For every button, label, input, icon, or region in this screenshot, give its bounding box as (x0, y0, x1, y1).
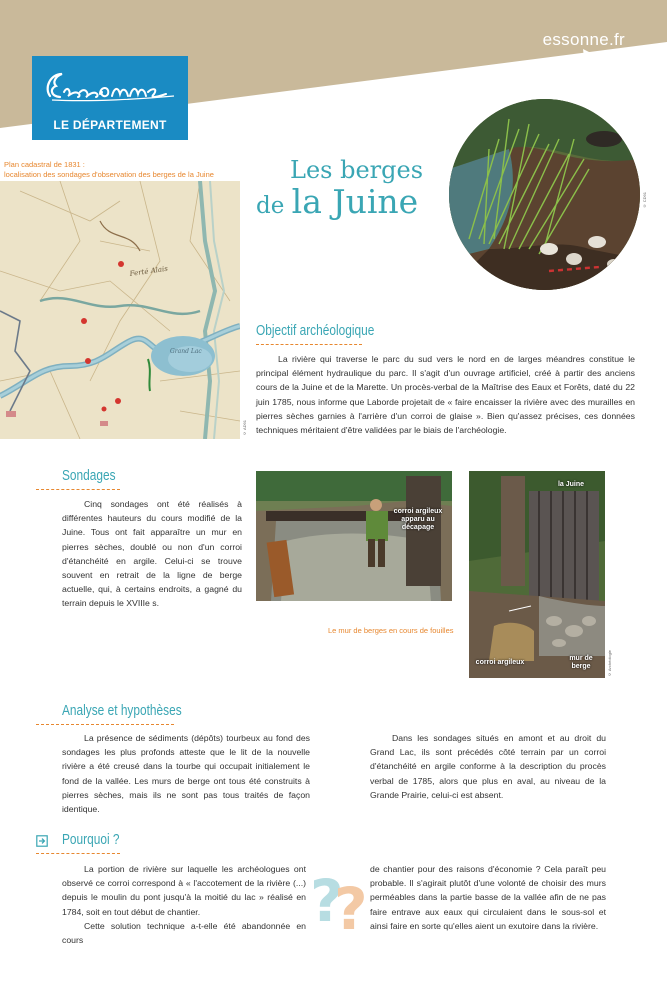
pourquoi-col2: de chantier pour des raisons d'économie ? Cela paraît peu probable. Il s'agirait plutôt d'une volonté de choisir des murs perméables dans la partie basse de la vallée afin de ne pas faire entrave aux eaux qui circulaient dans le sous-sol et ainsi faire en sorte qu'elles aient un exutoire dans la rivière. (370, 864, 606, 931)
heading-underline (256, 344, 362, 345)
heading-analyse: Analyse et hypothèses (62, 703, 182, 719)
photo1-label: corroi argileux apparu au décapage (393, 508, 443, 531)
logo-subtitle: LE DÉPARTEMENT (53, 118, 167, 132)
photo2-label-juine: la Juine (557, 481, 585, 488)
excavation-photo-2 (469, 471, 605, 678)
arrow-box-icon (36, 835, 48, 847)
page-title-line1: Les berges (290, 156, 424, 184)
photo2-label-mur: mur de berge (569, 655, 593, 670)
analyse-col2: Dans les sondages situés en amont et au droit du Grand Lac, ils sont précédés côté terrain par un corroi d'étanchéité en argile conforme à la description du procès verbal de 1785, alors que plus en aval, au niveau de la Grande Prairie, celui-ci est absent. (370, 733, 606, 800)
heading-underline (36, 489, 120, 490)
question-marks-icon (310, 855, 372, 933)
heading-pourquoi: Pourquoi ? (62, 832, 120, 848)
photos-caption: Le mur de berges en cours de fouilles (328, 626, 454, 635)
photo-circle-credit: © CD91 (642, 192, 647, 209)
analyse-col1: La présence de sédiments (dépôts) tourbeux au fond des sondages les plus profonds atteste que le lit de la nouvelle rivière a été creusé dans la tourbe qui occupait initialement le fond de la vallée. Les murs de berge ont tous été construits à pierres sèches, mais ils ne sont pas tous traités de façon identique. (62, 733, 310, 815)
svg-text:?: ? (334, 875, 368, 933)
essonne-script-logo (42, 66, 182, 106)
svg-text:?: ? (310, 867, 344, 933)
page-title-line2: de la Juine (256, 182, 419, 221)
heading-objectif: Objectif archéologique (256, 323, 375, 339)
pourquoi-col1: La portion de rivière sur laquelle les archéologues ont observé ce corroi correspond à « l'accotement de la rivière (...) depuis le moulin du pont jusqu'à la moitié du lac » réalisé en 1784, soit en tout début de chantier. Cette solution technique a-t-elle été abandonnée en cours (62, 864, 306, 946)
heading-underline (36, 724, 174, 725)
photo2-credit: © Archéologie (607, 650, 612, 678)
excavation-photo-1 (256, 471, 452, 601)
map-label-town: Ferté Alais (129, 264, 169, 278)
sondages-text: Cinq sondages ont été réalisés à différentes hauteurs du cours modifié de la Juine. Tous ont fait apparaître un mur en pierres sèches, doublé ou non d'un corroi d'étanchéité en argile. Celui-ci se trouve souvent en retrait de la ligne de berge actuelle, qui, à certains endroits, a gagné du terrain depuis le XVIIIe s. (62, 499, 242, 609)
cursor-arrow-icon (582, 48, 594, 60)
riverbank-photo (449, 99, 640, 290)
objectif-text: La rivière qui traverse le parc du sud vers le nord en de larges méandres constitue le principal élément hydraulique du parc. Il s'agit d'un ouvrage artificiel, créé à partir des anciens cours de la Juine et de la Marette. Un procès-verbal de la Maîtrise des Eaux et Forêts, daté du 22 juin 1785, nous informe que Laborde projetait de « faire encaisser la rivière avec des murailles en pierres sèches garnies à l'arrière d'un corroi de glaise ». Bien qu'assez précises, ces données techniques méritaient d'être validées par le biais de l'archéologie. (256, 354, 635, 436)
heading-sondages: Sondages (62, 468, 116, 484)
map-credit: © AD91 (242, 420, 247, 436)
department-logo[interactable] (32, 56, 188, 140)
site-link[interactable]: essonne.fr (542, 30, 625, 49)
photo2-label-corroi: corroi argileux (475, 659, 525, 666)
cadastral-map (0, 181, 240, 439)
map-caption: Plan cadastral de 1831 : localisation des sondages d'observation des berges de la Juine (4, 160, 214, 179)
map-label-lake: Grand Lac (170, 348, 202, 355)
heading-underline (36, 853, 120, 854)
